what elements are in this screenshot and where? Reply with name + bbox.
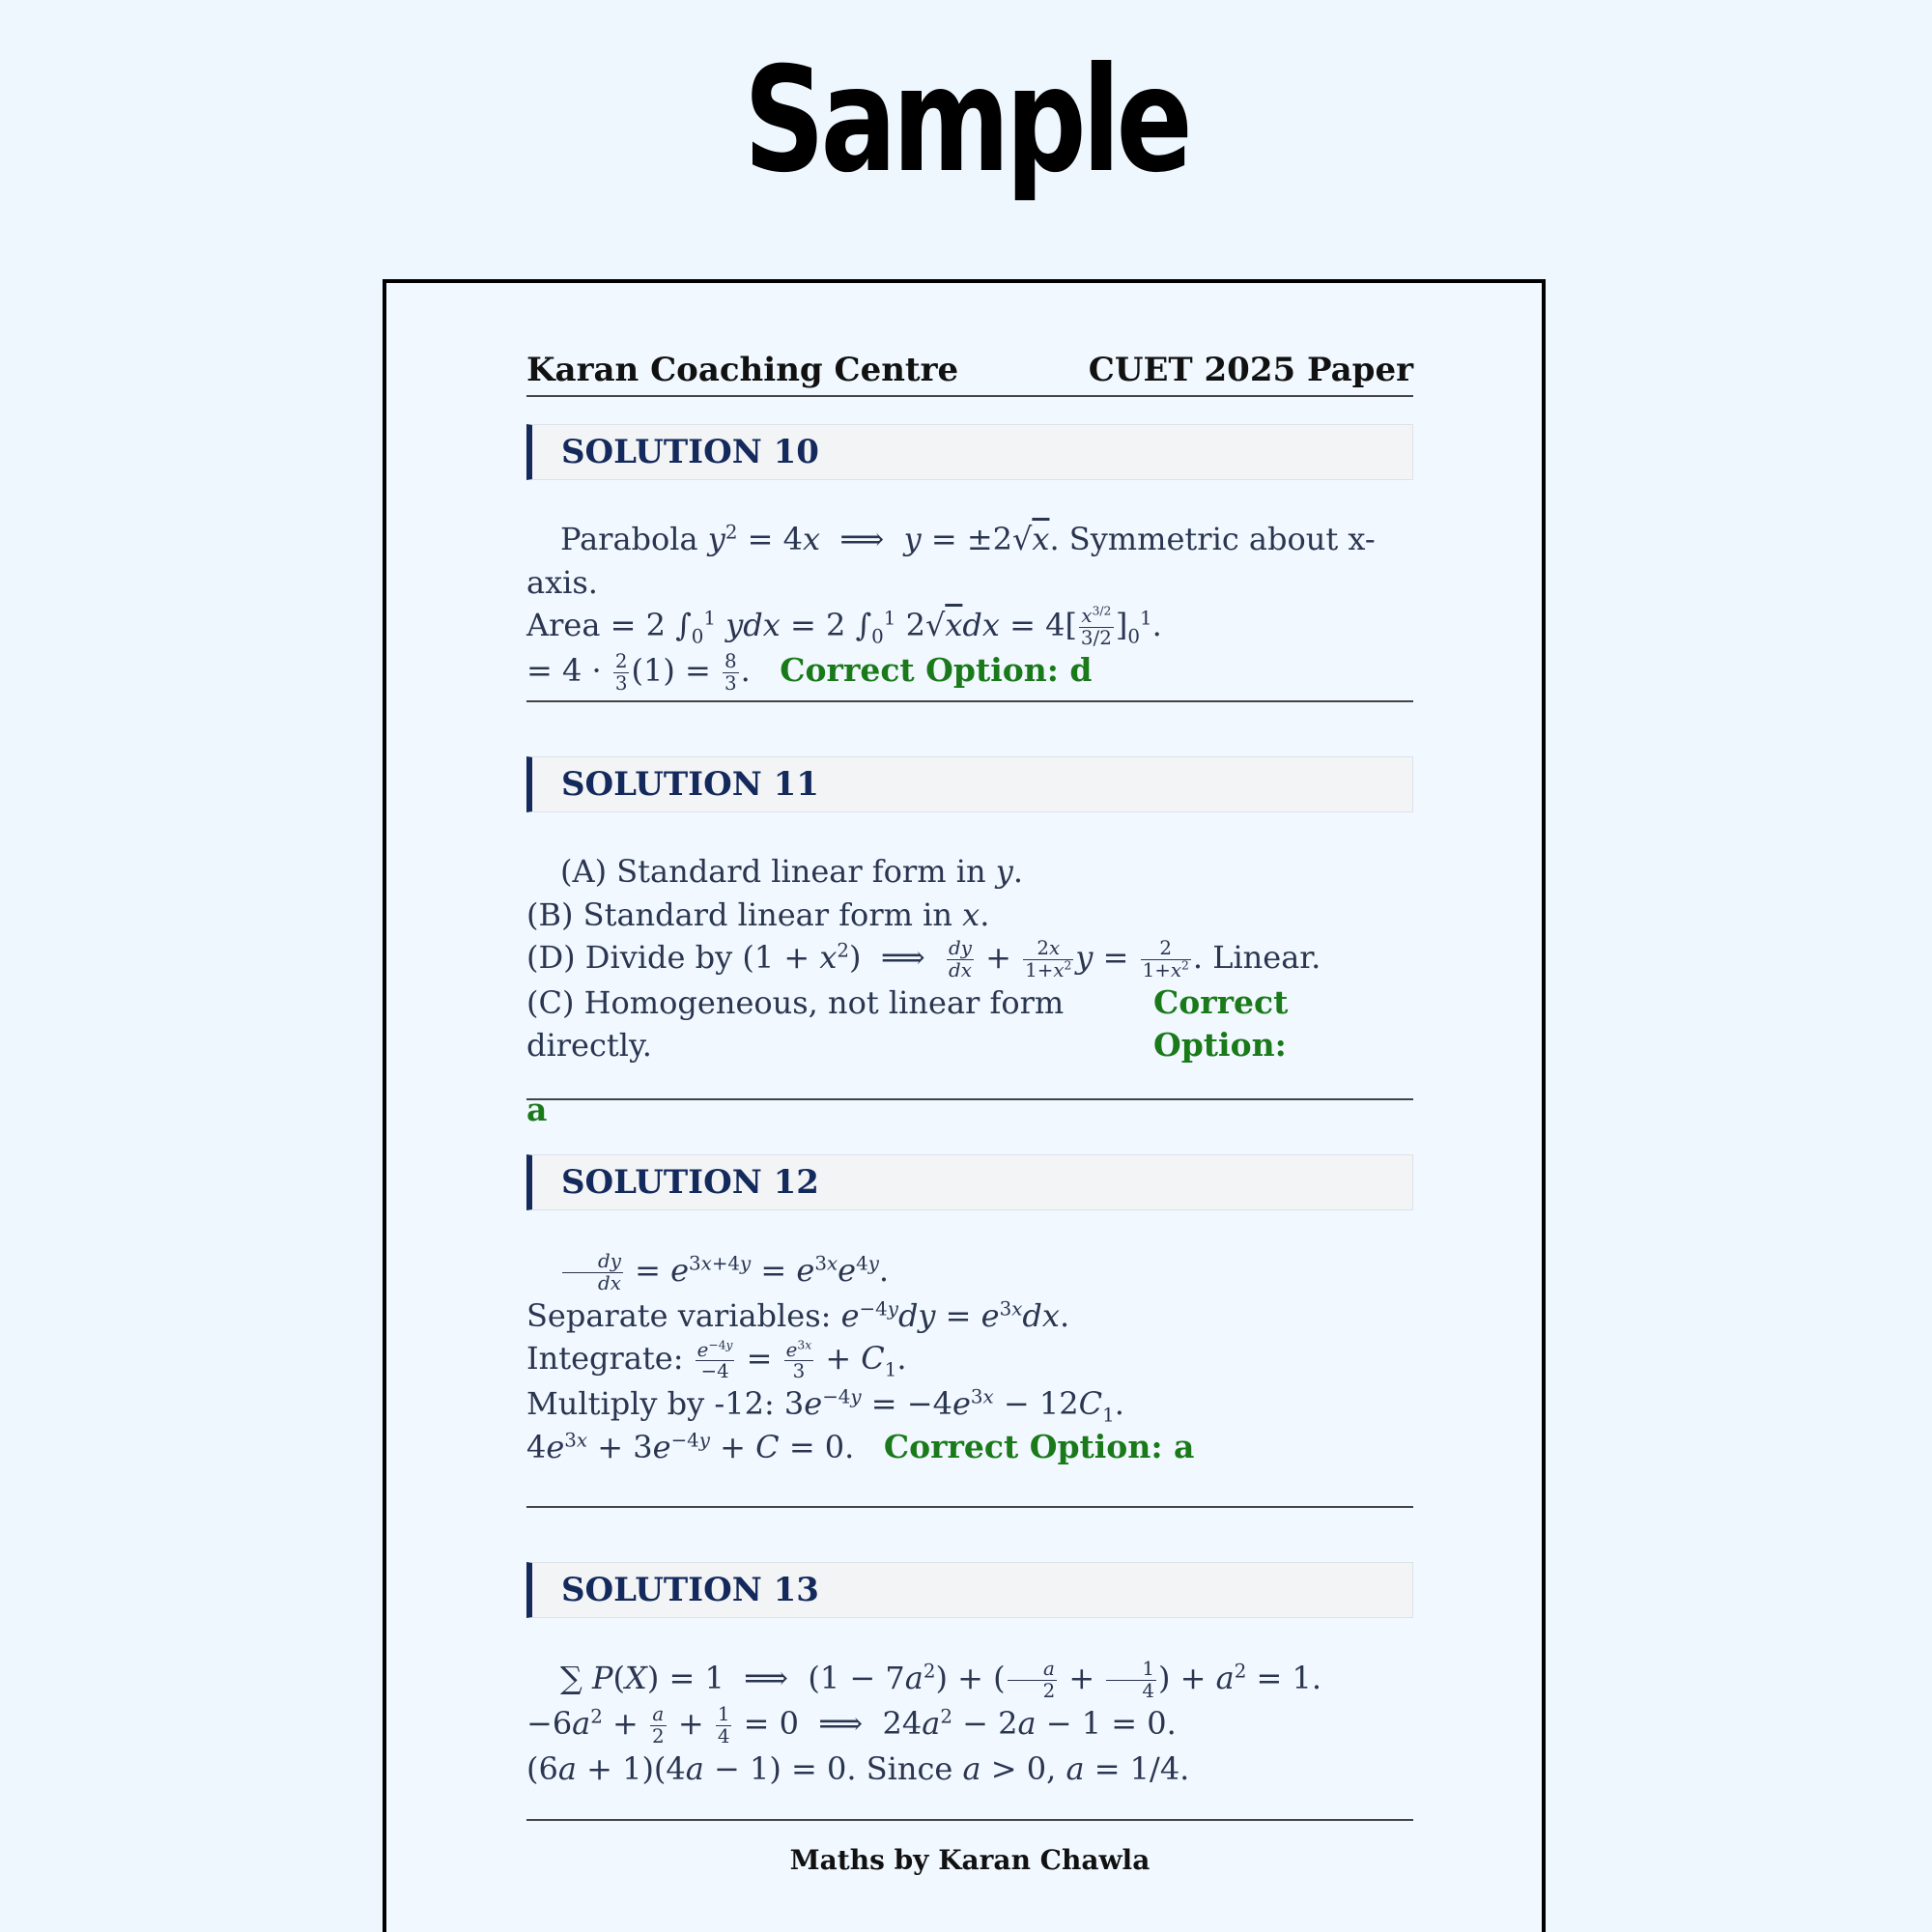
solution-12-body: $\frac{dy}{dx}$ = $e^{3x+4y} = e^{3x}e^{4y}$. Separate variables: $e^{-4y}dy = e^{3x}dx$. Integrate: $\frac{e^{-4y}}{-4}$ = $\frac{e^{3x}}{3}$ + $C_1$. Multiply by -12: $3e^{-4y} = -4e^{3x} - 12C_1$. $4e^{3x} + 3e^{-4y} + C = 0$. Correct Option: a [526,1250,1195,1465]
page-footer: Maths by Karan Chawla [789,1844,1151,1876]
solution-12-heading: SOLUTION 12 [526,1154,1413,1210]
solution-11-heading: SOLUTION 11 [526,756,1413,812]
banner-title: Sample [743,37,1189,205]
solution-10-correct-option: Correct Option: d [780,650,1093,689]
document-page [383,279,1546,1932]
solution-12-correct-option: Correct Option: a [883,1427,1195,1465]
solution-10-body: Parabola $y^2 = 4x$ ⟹ y = ±2√x. Symmetric about x-axis. Area = 2 $\int_0^1$ ydx = 2 $\int_0^1$ 2√xdx = 4[ $\frac{x^{3/2}}{3/2}$ ]$_0^1$. = 4 · $\frac{2}{3}$ (1) = $\frac{8}{3}$ . Correct Option: d [526,521,1376,695]
solution-10-heading: SOLUTION 10 [526,424,1413,480]
page-header [526,351,1413,397]
header-left: Karan Coaching Centre [526,351,959,389]
solution-13-heading: SOLUTION 13 [526,1562,1413,1618]
divider [526,700,1413,702]
solution-11-correct-option: Correct Option: [1152,982,1289,1065]
solution-11-correct-letter: a [526,1090,548,1128]
footer-divider [526,1819,1413,1821]
solution-11-body: (A) Standard linear form in y. (B) Standard linear form in x. (D) Divide by $(1 + x^2)$ ⟹ $\frac{dy}{dx}$ + $\frac{2x}{1+x^2}$ y = $\frac{2}{1+x^2}$ . Linear. (C) Homogeneous, not linear form directly. Correct Option: a [526,850,1413,1131]
divider [526,1506,1413,1508]
divider [526,1098,1413,1100]
header-right: CUET 2025 Paper [1088,351,1413,389]
solution-13-body: ∑ P(X) = 1 ⟹ $(1 - 7a^2)$ + ( $\frac{a}{2}$ + $\frac{1}{4}$ ) + $a^2 = 1$. $-6a^2$ + $\frac{a}{2}$ + $\frac{1}{4}$ = 0 ⟹ $24a^2 - 2a - 1 = 0$. (6a + 1)(4a − 1) = 0. Since a > 0, a = 1/4. [526,1658,1321,1787]
